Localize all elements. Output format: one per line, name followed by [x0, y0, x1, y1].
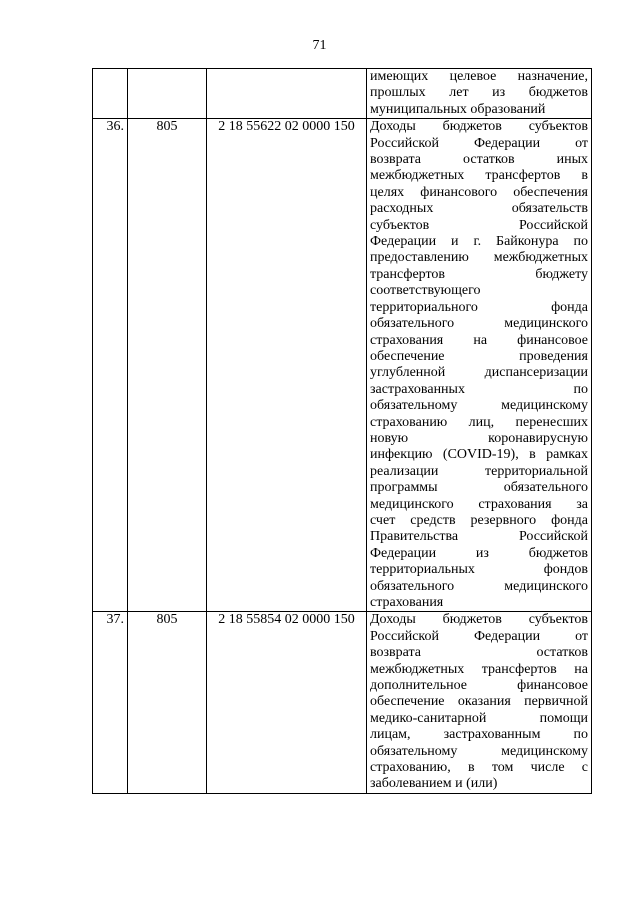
- revenue-name-cell: [367, 119, 592, 612]
- revenue-name-line: Федерации из бюджетов: [370, 545, 588, 561]
- revenue-name-line: возврата остатков иных: [370, 152, 588, 168]
- row-number-cell: 37.: [93, 612, 128, 793]
- revenue-name-line: предоставлению межбюджетных: [370, 250, 588, 266]
- revenue-name-line: обязательного медицинского: [370, 316, 588, 332]
- revenue-name-line: дополнительное финансовое: [370, 678, 588, 694]
- revenue-name-line: Правительства Российской: [370, 529, 588, 545]
- revenue-name-line: территориального фонда: [370, 299, 588, 315]
- revenue-name-line: обязательному медицинскому: [370, 743, 588, 759]
- revenue-name-line: инфекцию (COVID-19), в рамках: [370, 447, 588, 463]
- revenue-name-line: новую коронавирусную: [370, 430, 588, 446]
- admin-code-cell: 805: [128, 612, 207, 793]
- revenue-name-line: обеспечение проведения: [370, 348, 588, 364]
- revenue-name-line: имеющих целевое назначение,: [370, 69, 588, 84]
- revenue-name-line: прошлых лет из бюджетов: [370, 85, 588, 101]
- revenue-name-line: страхованию, в том числе с: [370, 760, 588, 776]
- revenue-name-line: Российской Федерации от: [370, 628, 588, 644]
- revenue-name-line: страхования: [370, 595, 444, 610]
- revenue-name-line: трансфертов бюджету: [370, 266, 588, 282]
- kbk-code-cell: 2 18 55622 02 0000 150: [207, 119, 367, 612]
- row-number-cell: 36.: [93, 119, 128, 612]
- revenue-name-cell: [367, 69, 592, 119]
- table-body: [93, 69, 592, 794]
- revenue-name-line: застрахованных по: [370, 381, 588, 397]
- admin-code-cell: [128, 69, 207, 119]
- revenue-name-line: обязательного медицинского: [370, 578, 588, 594]
- table-row: [93, 612, 592, 793]
- revenue-name-line: страхованию лиц, перенесших: [370, 414, 588, 430]
- revenue-name-line: соответствующего: [370, 283, 481, 299]
- revenue-name-line: межбюджетных трансфертов на: [370, 661, 588, 677]
- revenue-name-line: реализации территориальной: [370, 463, 588, 479]
- revenue-name-cell: [367, 612, 592, 793]
- page-number: 71: [312, 38, 327, 53]
- revenue-name-line: счет средств резервного фонда: [370, 512, 588, 528]
- revenue-name-line: Доходы бюджетов субъектов: [370, 612, 588, 628]
- revenue-name-line: возврата остатков: [370, 645, 588, 661]
- revenue-name-line: территориальных фондов: [370, 562, 588, 578]
- revenue-name-line: субъектов Российской: [370, 217, 588, 233]
- revenue-name-line: углубленной диспансеризации: [370, 365, 588, 381]
- revenue-name-line: лицам, застрахованным по: [370, 727, 588, 743]
- row-number-cell: [93, 69, 128, 119]
- revenue-name-line: Российской Федерации от: [370, 135, 588, 151]
- revenue-name-line: Доходы бюджетов субъектов: [370, 119, 588, 135]
- kbk-code-cell: 2 18 55854 02 0000 150: [207, 612, 367, 793]
- revenue-name-line: программы обязательного: [370, 480, 588, 496]
- revenue-name-line: обязательному медицинскому: [370, 398, 588, 414]
- revenue-name-line: обеспечение оказания первичной: [370, 694, 588, 710]
- revenue-name-line: муниципальных образований: [370, 101, 546, 117]
- revenue-name-line: заболеванием и (или): [370, 776, 498, 792]
- revenue-name-line: страхования на финансовое: [370, 332, 588, 348]
- revenue-name-line: медицинского страхования за: [370, 496, 588, 512]
- revenue-name-line: целях финансового обеспечения: [370, 184, 588, 200]
- revenue-name-line: расходных обязательств: [370, 201, 588, 217]
- revenue-name-line: межбюджетных трансфертов в: [370, 168, 588, 184]
- revenue-name-line: медико-санитарной помощи: [370, 710, 588, 726]
- revenue-name-line: Федерации и г. Байконура по: [370, 234, 588, 250]
- kbk-code-cell: [207, 69, 367, 119]
- table-row: [93, 69, 592, 119]
- admin-code-cell: 805: [128, 119, 207, 612]
- budget-revenue-table: [92, 68, 592, 794]
- table-row: [93, 119, 592, 612]
